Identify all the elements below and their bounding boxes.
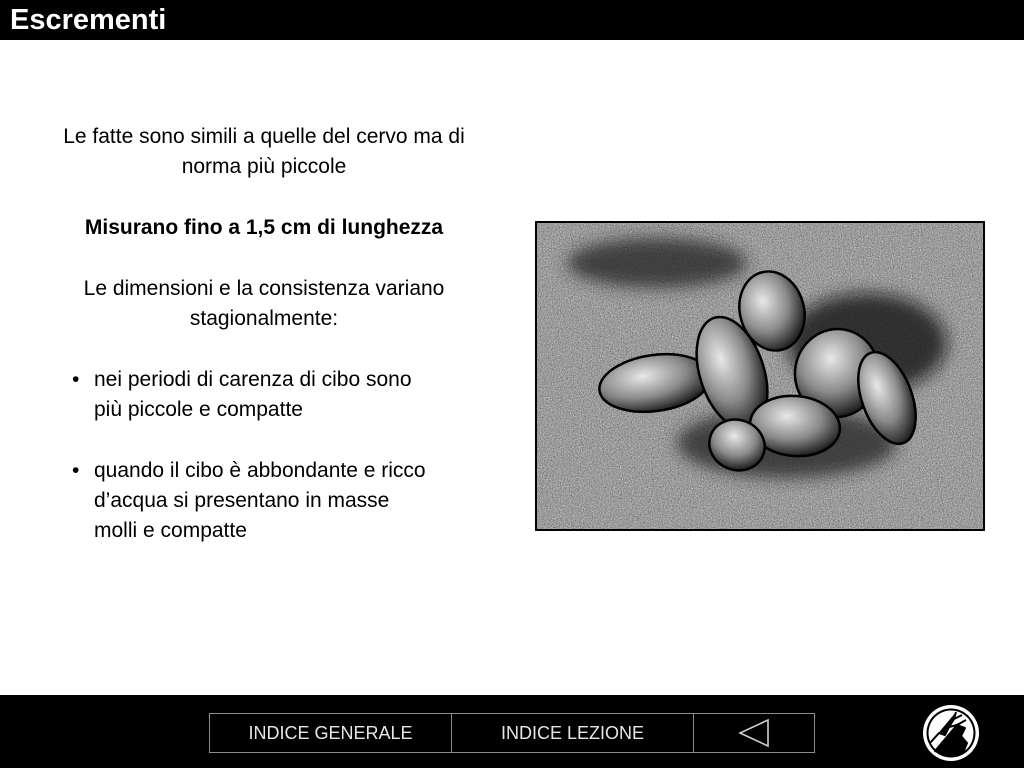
bullet-dot: •	[72, 459, 80, 482]
title-bar	[0, 0, 1024, 40]
lesson-index-button[interactable]: INDICE LEZIONE	[452, 714, 694, 752]
nav-bar	[209, 713, 815, 753]
deer-logo	[921, 703, 981, 763]
text-column	[48, 122, 480, 577]
general-index-button[interactable]: INDICE GENERALE	[210, 714, 452, 752]
size-paragraph: Misurano fino a 1,5 cm di lunghezza	[84, 216, 444, 239]
droppings-photo	[535, 221, 985, 531]
bullet-text: nei periodi di carenza di cibo sono più piccole e compatte	[94, 368, 412, 421]
back-arrow-icon	[737, 718, 771, 748]
footer-bar	[0, 695, 1024, 768]
back-button[interactable]	[694, 714, 814, 752]
list-item	[72, 456, 434, 546]
bullet-text: quando il cibo è abbondante e ricco d’acqua si presentano in masse molli e compatte	[94, 459, 426, 542]
list-item	[72, 365, 434, 425]
page-title: Escrementi	[10, 4, 167, 36]
deer-logo-icon	[921, 703, 981, 763]
bullet-dot: •	[72, 368, 80, 391]
droppings-illustration	[537, 223, 983, 529]
intro-paragraph: Le fatte sono simili a quelle del cervo ma di norma più piccole	[63, 125, 465, 178]
seasonal-paragraph: Le dimensioni e la consistenza variano stagionalmente:	[83, 277, 445, 330]
bullet-list	[48, 365, 480, 546]
